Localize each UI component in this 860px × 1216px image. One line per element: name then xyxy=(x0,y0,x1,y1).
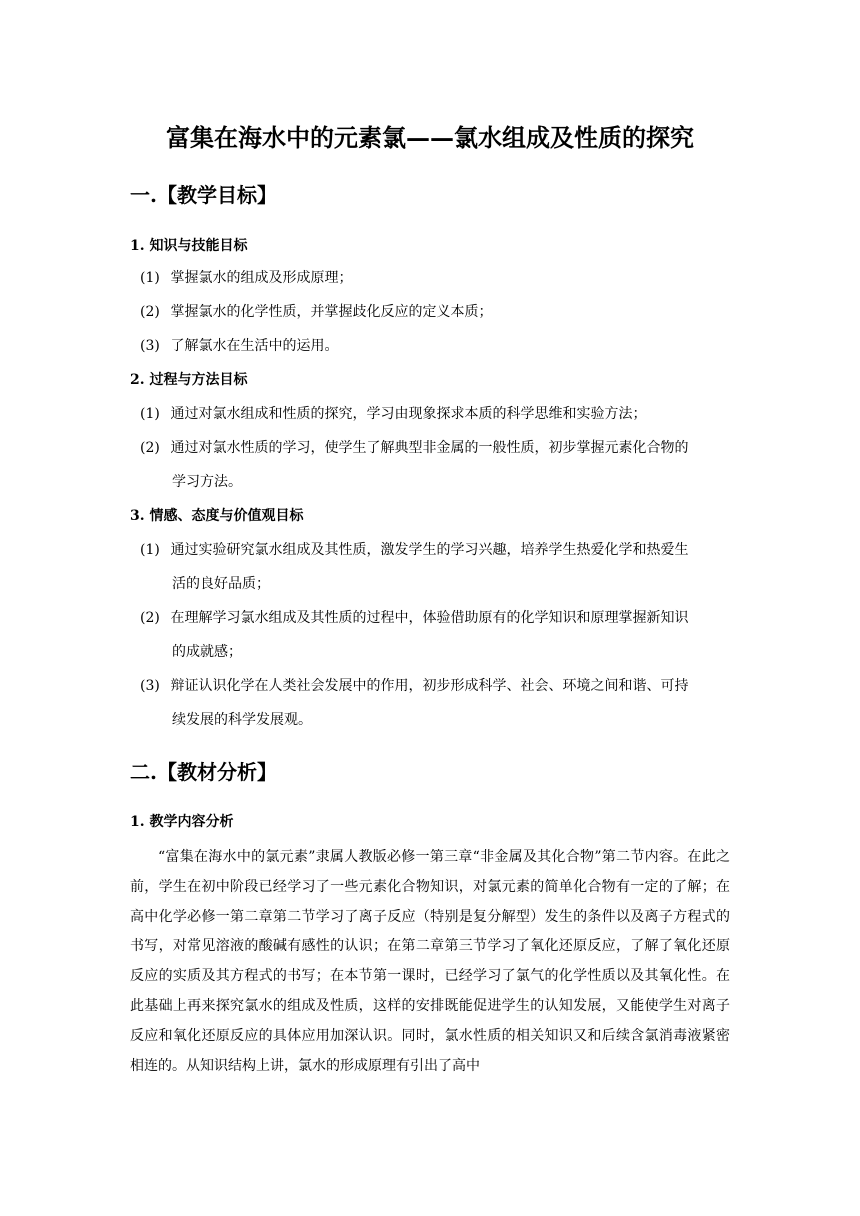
document-title: 富集在海水中的元素氯——氯水组成及性质的探究 xyxy=(166,123,694,152)
list-item-text: 了解氯水在生活中的运用。 xyxy=(170,338,339,354)
list-item-continuation: 活的良好品质； xyxy=(172,576,270,592)
list-item-number: (3) xyxy=(140,678,160,694)
list-item xyxy=(140,431,730,499)
list-item-number: (1) xyxy=(140,270,160,286)
list-item-number: (2) xyxy=(140,440,160,456)
list-item-text: 通过实验研究氯水组成及其性质，激发学生的学习兴趣，培养学生热爱化学和热爱生 xyxy=(170,542,689,558)
list-item-text: 在理解学习氯水组成及其性质的过程中，体验借助原有的化学知识和原理掌握新知识 xyxy=(170,610,689,626)
list-item-text: 辩证认识化学在人类社会发展中的作用，初步形成科学、社会、环境之间和谐、可持 xyxy=(170,678,689,694)
list-item-number: (2) xyxy=(140,610,160,626)
list-item-number: (3) xyxy=(140,338,160,354)
subheading-process-methods: 2. 过程与方法目标 xyxy=(130,372,248,388)
list-item xyxy=(140,295,730,329)
section-heading-textbook-analysis: 二.【教材分析】 xyxy=(130,760,277,784)
list-item-text: 掌握氯水的组成及形成原理； xyxy=(170,270,353,286)
list-item-text: 通过对氯水组成和性质的探究，学习由现象探求本质的科学思维和实验方法； xyxy=(170,406,647,422)
list-item-continuation: 学习方法。 xyxy=(172,474,242,490)
list-item-continuation: 续发展的科学发展观。 xyxy=(172,712,312,728)
list-item xyxy=(140,397,730,431)
subheading-knowledge-skills: 1. 知识与技能目标 xyxy=(130,238,248,254)
list-item-number: (1) xyxy=(140,406,160,422)
body-paragraph: “富集在海水中的氯元素”隶属人教版必修一第三章“非金属及其化合物”第二节内容。在此之前，学生在初中阶段已经学习了一些元素化合物知识，对氯元素的简单化合物有一定的了解；在高中化学必修一第二章第二节学习了离子反应（特别是复分解型）发生的条件以及离子方程式的书写，对常见溶液的酸碱有感性的认识；在第二章第三节学习了氧化还原反应，了解了氧化还原反应的实质及其方程式的书写；在本节第一课时，已经学习了氯气的化学性质以及其氧化性。在此基础上再来探究氯水的组成及性质，这样的安排既能促进学生的认知发展，又能使学生对离子反应和氧化还原反应的具体应用加深认识。同时，氯水性质的相关知识又和后续含氯消毒液紧密相连的。从知识结构上讲，氯水的形成原理有引出了高中 xyxy=(130,849,730,1074)
subheading-teaching-content: 1. 教学内容分析 xyxy=(130,814,234,830)
list-item-number: (1) xyxy=(140,542,160,558)
list-item-continuation: 的成就感； xyxy=(172,644,242,660)
list-item xyxy=(140,533,730,601)
list-item xyxy=(140,669,730,737)
subheading-emotion-values: 3. 情感、态度与价值观目标 xyxy=(130,508,304,524)
list-item xyxy=(140,261,730,295)
list-item xyxy=(140,601,730,669)
list-item-number: (2) xyxy=(140,304,160,320)
list-item-text: 通过对氯水性质的学习，使学生了解典型非金属的一般性质，初步掌握元素化合物的 xyxy=(170,440,689,456)
section-heading-teaching-goals: 一.【教学目标】 xyxy=(130,183,277,207)
list-item-text: 掌握氯水的化学性质，并掌握歧化反应的定义本质； xyxy=(170,304,493,320)
list-item xyxy=(140,329,730,363)
